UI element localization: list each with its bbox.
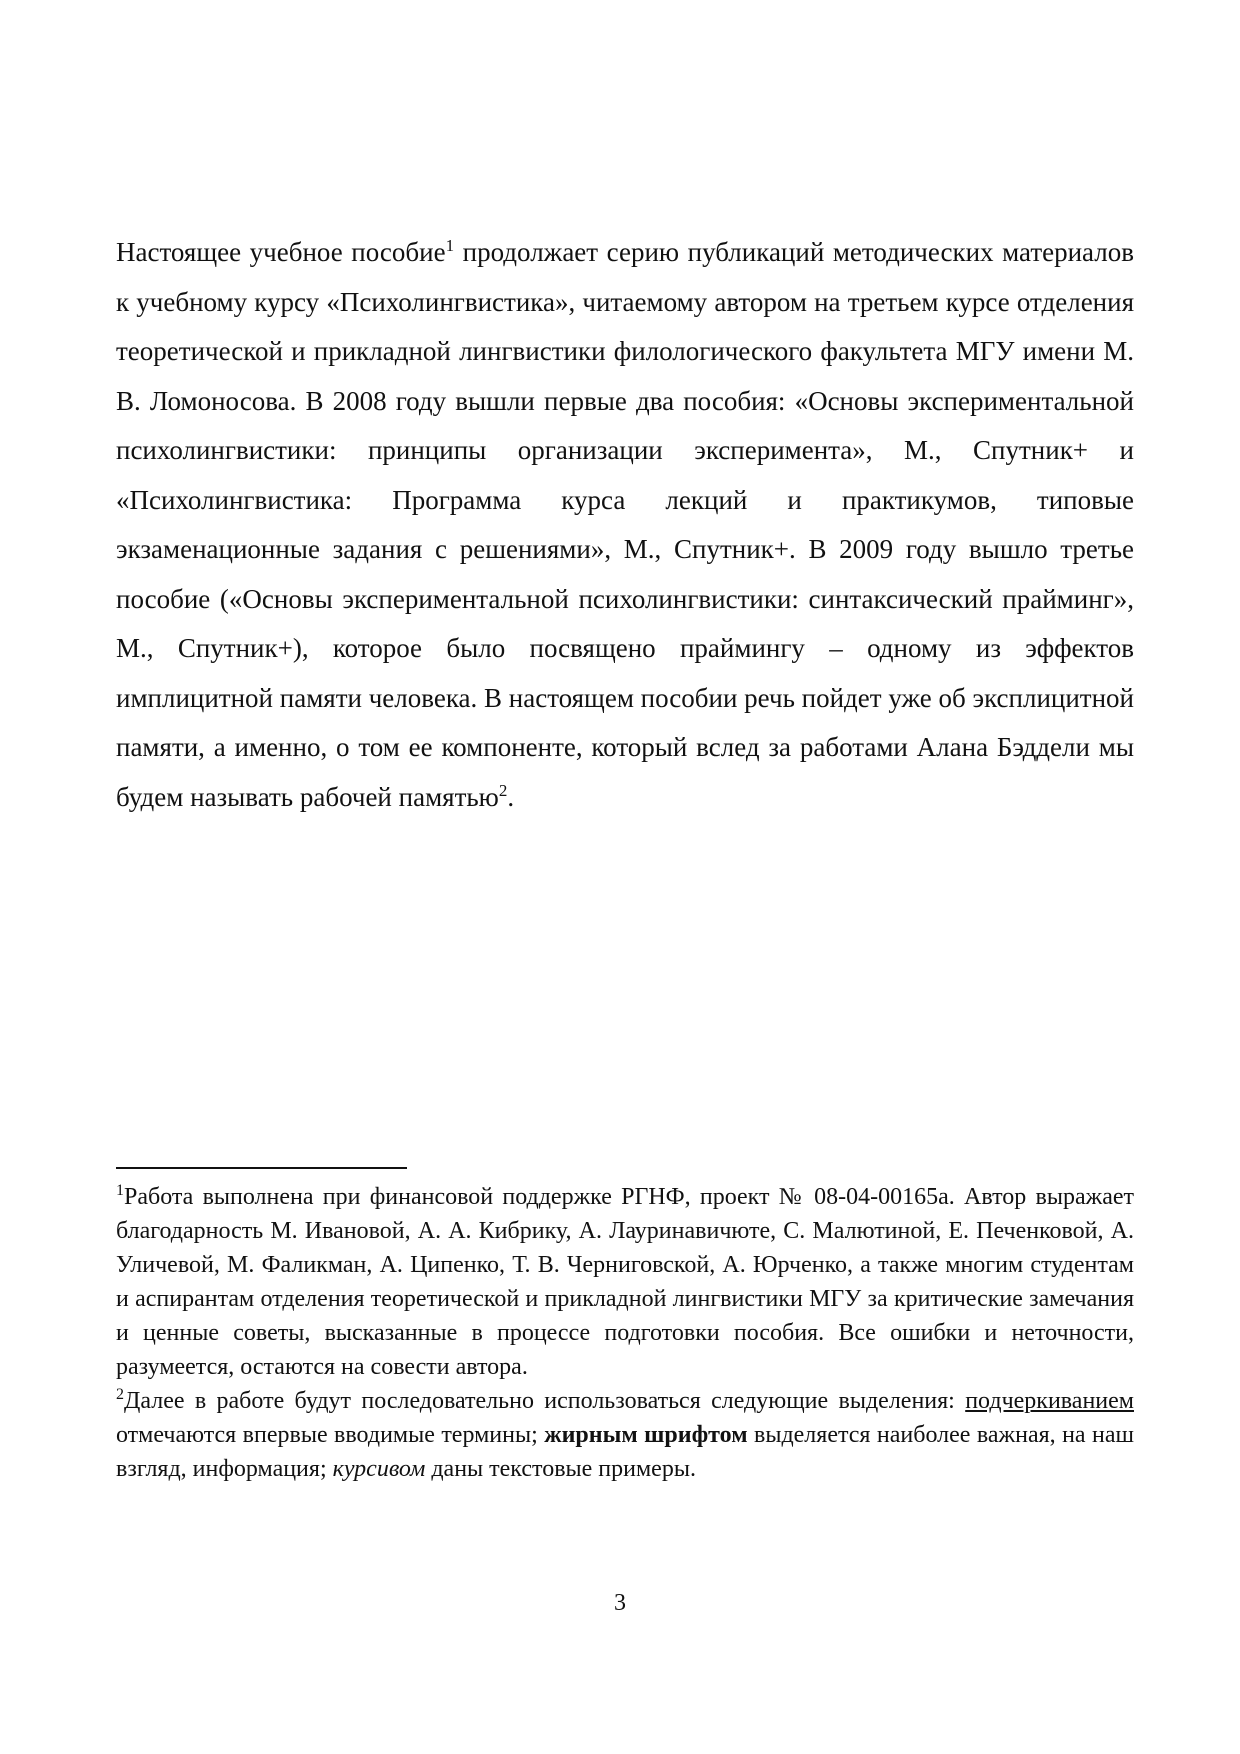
footnote-reference-1: 1 (445, 236, 455, 255)
main-text-start: Настоящее учебное пособие (116, 237, 446, 267)
main-text-end: . (507, 781, 515, 812)
footnote-2-after-underline: отмечаются впервые вводимые термины; (116, 1422, 545, 1448)
bold-example: жирным шрифтом (544, 1422, 748, 1448)
footnote-2 (116, 1384, 1134, 1486)
footnote-2-after-bold: выделяется наиболее важная, на наш взгляд, информация; (116, 1422, 1134, 1482)
footnote-1-text: Работа выполнена при финансовой поддержке РГНФ, проект № 08-04-00165а. Автор выражает благодарность М. Ивановой, А. А. Кибрику, А. Лауринавичюте, С. Малютиной, Е. Печенковой, А. Уличевой, М. Фаликман, А. Ципенко, Т. В. Черниговской, А. Юрченко, а также многим студентам и аспирантам отделения теоретической и прикладной лингвистики МГУ за критические замечания и ценные советы, высказанные в процессе подготовки пособия. Все ошибки и неточности, разумеется, остаются на совести автора. (116, 1184, 1134, 1380)
footnote-reference-2: 2 (498, 780, 508, 800)
main-paragraph (116, 228, 1134, 822)
footnotes (116, 1180, 1134, 1486)
italic-example: курсивом (332, 1456, 426, 1482)
footnote-separator (116, 1167, 407, 1169)
footnote-2-after-italic: даны текстовые примеры. (425, 1456, 696, 1482)
underlined-example: подчеркиванием (965, 1388, 1134, 1414)
footnote-1-marker: 1 (116, 1182, 124, 1199)
footnote-1 (116, 1180, 1134, 1384)
page-number: 3 (614, 1590, 626, 1616)
footnote-2-marker: 2 (116, 1386, 124, 1403)
main-text-body: продолжает серию публикаций методических материалов к учебному курсу «Психолингвистика», читаемому автором на третьем курсе отделения теоретической и прикладной лингвистики филологического факультета МГУ имени М. В. Ломоносова. В 2008 году вышли первые два пособия: «Основы экспериментальной психолингвистики: принципы организации эксперимента», М., Спутник+ и «Психолингвистика: Программа курса лекций и практикумов, типовые экзаменационные задания с решениями», М., Спутник+. В 2009 году вышло третье пособие («Основы экспериментальной психолингвистики: синтаксический прайминг», М., Спутник+), которое было посвящено праймингу – одному из эффектов имплицитной памяти человека. В настоящем пособии речь пойдет уже об эксплицитной памяти, а именно, о том ее компоненте, который вслед за работами Алана Бэддели мы будем называть рабочей памятью (116, 237, 1134, 812)
footnote-2-intro: Далее в работе будут последовательно использоваться следующие выделения: (124, 1388, 966, 1414)
